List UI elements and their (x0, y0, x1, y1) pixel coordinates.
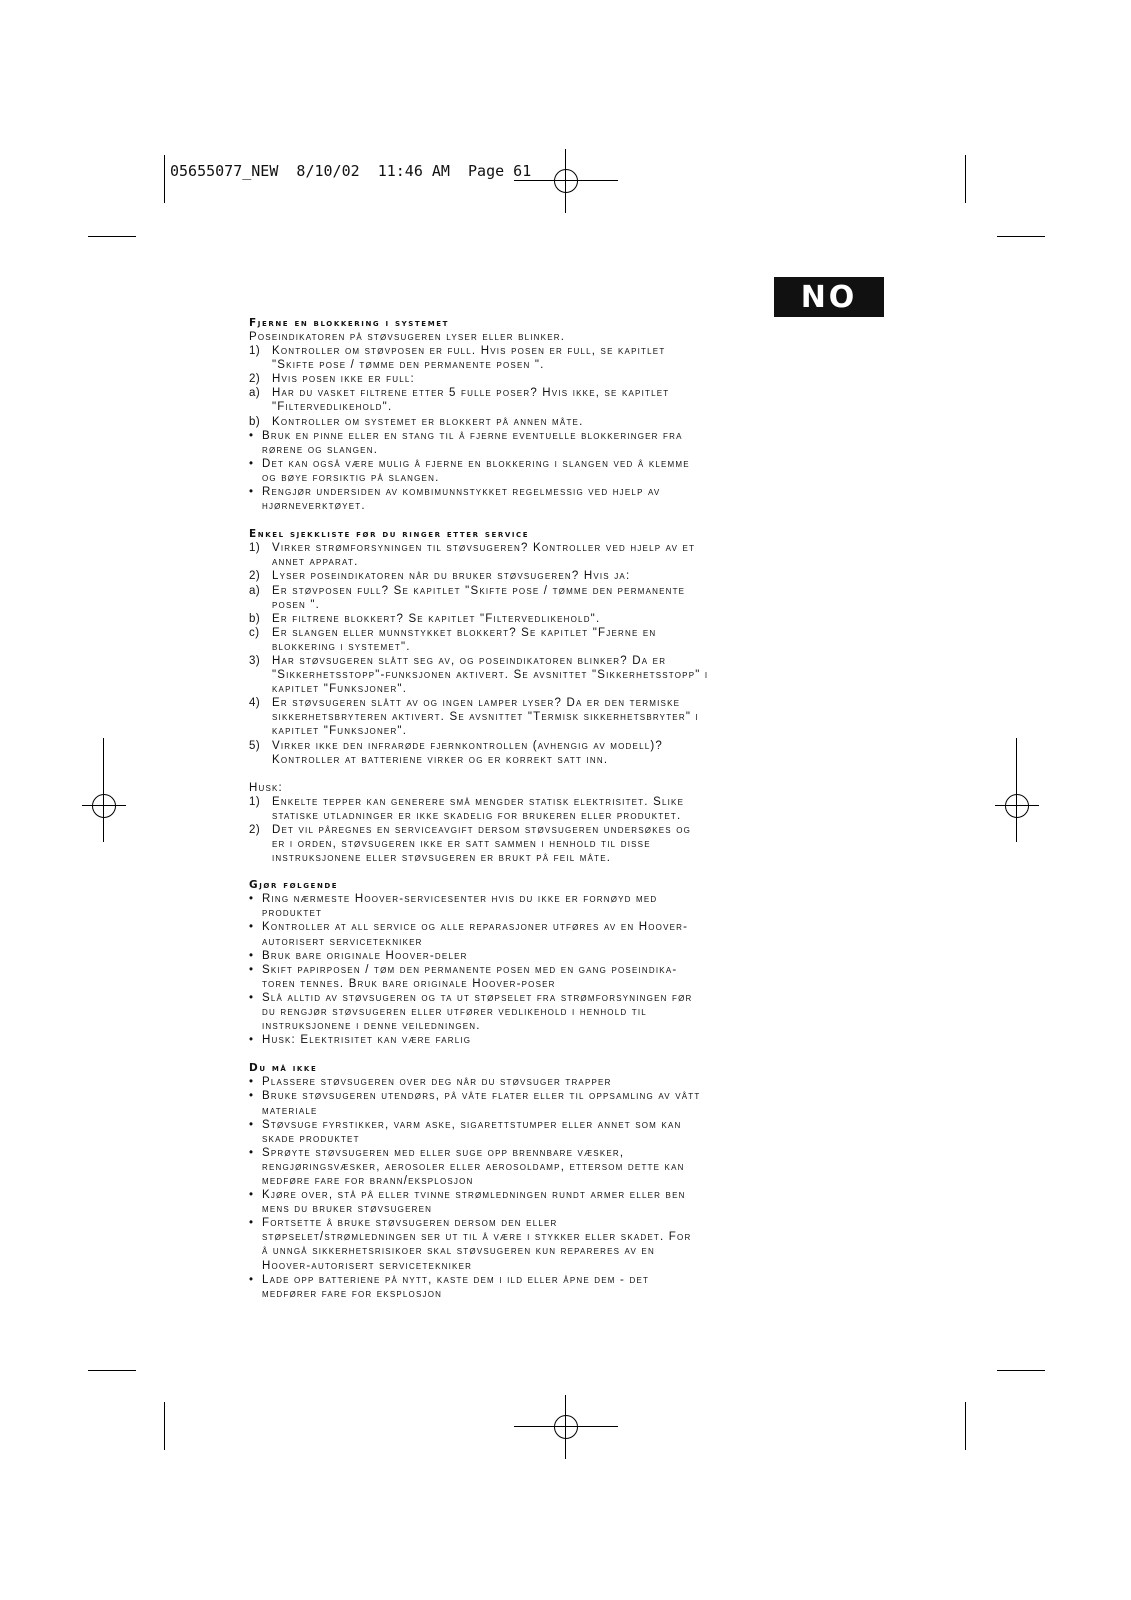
list-marker: 1) (249, 542, 261, 555)
list-marker: a) (249, 584, 261, 597)
list-item (249, 823, 889, 865)
bullet-marker: • (249, 1146, 254, 1159)
section-gap (249, 513, 889, 527)
section-heading: Fjerne en blokkering i systemet (249, 317, 450, 329)
text-line: instruksjonene i denne veiledningen. (262, 1020, 481, 1033)
text-line: "Skifte pose / tømme den permanente posen ". (272, 359, 545, 372)
section (249, 878, 889, 1047)
bullet-marker: • (249, 991, 254, 1004)
text-line: Skift papirposen / tøm den permanente posen med en gang poseindika- (262, 963, 678, 976)
list-item-text (272, 739, 663, 767)
list-marker: 2) (249, 570, 261, 583)
list-item-text (262, 1033, 471, 1047)
print-slug: 05655077_NEW 8/10/02 11:46 AM Page 61 (170, 162, 532, 180)
text-line: Hvis posen ikke er full: (272, 373, 415, 386)
text-line: Bruk bare originale Hoover-deler (262, 949, 468, 962)
list-item (249, 739, 889, 767)
list-item-text (262, 892, 657, 920)
text-line: Kontroller at batteriene virker og er korrekt satt inn. (272, 753, 609, 766)
list-item (249, 1033, 889, 1047)
list-item-text (262, 1089, 700, 1117)
list-item (249, 1273, 889, 1301)
list-item-text (262, 1216, 691, 1272)
crop-mark-top-left-horizontal (88, 236, 136, 237)
text-line: toren tennes. Bruk bare originale Hoover-poser (262, 977, 556, 990)
registration-mark-right (1001, 790, 1033, 822)
list-item (249, 429, 889, 457)
list-marker: b) (249, 415, 261, 428)
text-line: Kontroller om systemet er blokkert på annen måte. (272, 415, 584, 428)
section-heading: Du må ikke (249, 1062, 318, 1075)
text-line: og bøye forsiktig på slangen. (262, 471, 440, 484)
text-line: Det kan også være mulig å fjerne en blokkering i slangen ved å klemme (262, 457, 690, 470)
section-gap (249, 1047, 889, 1061)
list-item-text (272, 541, 695, 569)
text-line: Kontroller om støvposen er full. Hvis posen er full, se kapitlet (272, 345, 666, 358)
list-item-text (272, 626, 656, 654)
text-line: kapitlet "Funksjoner". (272, 683, 408, 696)
bullet-marker: • (249, 963, 254, 976)
list-item (249, 344, 889, 372)
text-line: Det vil påregnes en serviceavgift dersom støvsugeren undersøkes og (272, 824, 692, 836)
bullet-marker: • (249, 457, 254, 470)
bullet-marker: • (249, 1076, 254, 1089)
registration-mark-left (88, 790, 120, 822)
text-line: Hoover-autorisert servicetekniker (262, 1259, 473, 1272)
text-line: Plassere støvsugeren over deg når du støvsuger trapper (262, 1076, 612, 1089)
list-item (249, 626, 889, 654)
text-line: Støvsuge fyrstikker, varm aske, sigarettstumper eller annet som kan (262, 1118, 682, 1131)
text-line: "Sikkerhetsstopp"-funksjonen aktivert. Se avsnittet "Sikkerhetsstopp" i (272, 669, 709, 682)
text-line: støpselet/strømledningen ser ut til å være i stykker eller skadet. For (262, 1231, 692, 1244)
text-line: materiale (262, 1104, 318, 1117)
text-line: Er støvposen full? Se kapitlet "Skifte pose / tømme den permanente (272, 584, 686, 597)
bullet-marker: • (249, 429, 254, 442)
list-item-text (272, 795, 684, 823)
bullet-marker: • (249, 921, 254, 934)
document-body (249, 316, 889, 1301)
list-item-text (262, 1188, 686, 1216)
list-item (249, 696, 889, 738)
list-item-text (262, 920, 688, 948)
list-item (249, 612, 889, 626)
list-item-text (272, 415, 583, 429)
list-item (249, 1075, 889, 1089)
text-line: blokkering i systemet". (272, 640, 411, 653)
list-item (249, 1188, 889, 1216)
list-item (249, 654, 889, 696)
text-line: Virker ikke den infrarøde fjernkontrollen (avhengig av modell)? (272, 739, 663, 752)
list-item (249, 541, 889, 569)
text-line: statiske utladninger er ikke skadelig for brukeren eller produktet. (272, 809, 682, 822)
text-line: hjørneverktøyet. (262, 500, 366, 513)
bullet-marker: • (249, 1189, 254, 1202)
crop-mark-bottom-left-vertical (164, 1402, 165, 1450)
text-line: skade produktet (262, 1132, 360, 1145)
text-line: medfører fare for eksplosjon (262, 1287, 443, 1300)
text-line: sikkerhetsbryteren aktivert. Se avsnittet "Termisk sikkerhetsbryter" i (272, 711, 699, 724)
list-marker: 1) (249, 795, 261, 808)
list-item (249, 949, 889, 963)
list-marker: 2) (249, 373, 261, 386)
text-line: Kjøre over, stå på eller tvinne strømledningen rundt armer eller ben (262, 1189, 686, 1202)
list-marker: a) (249, 387, 261, 400)
section (249, 527, 889, 767)
list-item-text (262, 429, 683, 457)
text-line: Fortsette å bruke støvsugeren dersom den eller (262, 1217, 558, 1230)
bullet-marker: • (249, 893, 254, 906)
registration-mark-top (550, 165, 582, 197)
text-line: er i orden, støvsugeren ikke er satt sammen i henhold til disse (272, 838, 651, 851)
bullet-marker: • (249, 1090, 254, 1103)
text-line: instruksjonene eller støvsugeren er brukt på feil måte. (272, 852, 612, 865)
list-marker: 5) (249, 739, 261, 752)
section-gap (249, 865, 889, 878)
section-heading: Gjør følgende (249, 879, 339, 892)
list-item-text (272, 386, 669, 414)
crop-mark-bottom-right-vertical (965, 1402, 966, 1450)
text-line: produktet (262, 907, 323, 920)
crop-mark-top-right-horizontal (997, 236, 1045, 237)
list-item-text (272, 372, 415, 386)
list-item-text (272, 569, 630, 583)
list-item-text (272, 344, 665, 372)
text-line: å unngå sikkerhetsrisikoer skal støvsugeren kun repareres av en (262, 1245, 655, 1258)
intro-text: Poseindikatoren på støvsugeren lyser eller blinker. (249, 331, 566, 343)
list-item-text (272, 696, 699, 738)
list-item (249, 584, 889, 612)
list-item (249, 415, 889, 429)
text-line: Kontroller at all service og alle reparasjoner utføres av en Hoover- (262, 921, 689, 934)
text-line: Ring nærmeste Hoover-servicesenter hvis du ikke er fornøyd med (262, 893, 658, 906)
text-line: posen ". (272, 598, 321, 611)
crop-mark-top-left-vertical (164, 155, 165, 203)
text-line: Rengjør undersiden av kombimunnstykket regelmessig ved hjelp av (262, 486, 661, 499)
list-item (249, 386, 889, 414)
text-line: Virker strømforsyningen til støvsugeren? Kontroller ved hjelp av et (272, 542, 696, 555)
language-badge: NO (774, 277, 884, 317)
text-line: Er filtrene blokkert? Se kapitlet "Filtervedlikehold". (272, 612, 601, 625)
list-item (249, 963, 889, 991)
text-line: Har du vasket filtrene etter 5 fulle poser? Hvis ikke, se kapitlet (272, 387, 670, 400)
text-line: rørene og slangen. (262, 443, 379, 456)
list-marker: 1) (249, 345, 261, 358)
text-line: Sprøyte støvsugeren med eller suge opp brennbare væsker, (262, 1146, 625, 1159)
list-item (249, 991, 889, 1033)
list-item-text (262, 1075, 612, 1089)
text-line: Er støvsugeren slått av og ingen lamper lyser? Da er den termiske (272, 697, 681, 710)
list-item (249, 457, 889, 485)
list-item-text (262, 991, 692, 1033)
list-item-text (262, 1118, 681, 1146)
list-item-text (262, 949, 468, 963)
list-item (249, 372, 889, 386)
list-item (249, 795, 889, 823)
text-line: Enkelte tepper kan generere små mengder statisk elektrisitet. Slike (272, 795, 685, 808)
text-line: Har støvsugeren slått seg av, og poseindikatoren blinker? Da er (272, 654, 667, 667)
list-item (249, 1216, 889, 1272)
text-line: "Filtervedlikehold". (272, 401, 393, 414)
text-line: rengjøringsvæsker, aerosoler eller aerosoldamp, ettersom dette kan (262, 1160, 685, 1173)
list-item (249, 1118, 889, 1146)
list-item-text (262, 457, 690, 485)
text-line: autorisert servicetekniker (262, 935, 423, 948)
bullet-marker: • (249, 1217, 254, 1230)
list-item-text (262, 485, 660, 513)
bullet-marker: • (249, 1118, 254, 1131)
list-item-text (272, 584, 685, 612)
section (249, 316, 889, 513)
list-marker: 2) (249, 824, 261, 836)
list-marker: c) (249, 626, 260, 639)
text-line: medføre fare for brann/eksplosjon (262, 1174, 474, 1187)
bullet-marker: • (249, 949, 254, 962)
list-item (249, 1146, 889, 1188)
list-item (249, 920, 889, 948)
text-line: Husk: Elektrisitet kan være farlig (262, 1034, 472, 1047)
list-marker: 3) (249, 654, 261, 667)
list-item (249, 892, 889, 920)
list-marker: b) (249, 612, 261, 625)
bullet-marker: • (249, 1034, 254, 1047)
text-line: Slå alltid av støvsugeren og ta ut støpselet fra strømforsyningen før (262, 991, 693, 1004)
text-line: du rengjør støvsugeren eller utfører vedlikehold i henhold til (262, 1006, 647, 1019)
list-marker: 4) (249, 697, 261, 710)
crop-mark-bottom-left-horizontal (88, 1370, 136, 1371)
crop-mark-top-right-vertical (965, 155, 966, 203)
text-line: Er slangen eller munnstykket blokkert? Se kapitlet "Fjerne en (272, 626, 657, 639)
bullet-marker: • (249, 486, 254, 499)
list-item-text (262, 963, 677, 991)
list-item-text (272, 654, 708, 696)
text-line: Bruk en pinne eller en stang til å fjerne eventuelle blokkeringer fra (262, 429, 683, 442)
text-line: kapitlet "Funksjoner". (272, 725, 408, 738)
list-item (249, 569, 889, 583)
text-line: Bruke støvsugeren utendørs, på våte flater eller til oppsamling av vått (262, 1090, 701, 1103)
list-item-text (262, 1146, 685, 1188)
section (249, 781, 889, 866)
section-gap (249, 767, 889, 781)
text-line: mens du bruker støvsugeren (262, 1203, 433, 1216)
list-item-text (272, 823, 691, 865)
text-line: annet apparat. (272, 556, 359, 569)
registration-mark-bottom (550, 1411, 582, 1443)
text-line: Lade opp batteriene på nytt, kaste dem i ild eller åpne dem - det (262, 1273, 650, 1286)
list-item (249, 485, 889, 513)
list-item-text (262, 1273, 649, 1301)
text-line: Lyser poseindikatoren når du bruker støvsugeren? Hvis ja: (272, 570, 631, 583)
section (249, 1061, 889, 1301)
list-item-text (272, 612, 600, 626)
intro-text: Husk: (249, 781, 283, 794)
bullet-marker: • (249, 1273, 254, 1286)
list-item (249, 1089, 889, 1117)
crop-mark-bottom-right-horizontal (997, 1370, 1045, 1371)
section-heading: Enkel sjekkliste før du ringer etter service (249, 528, 530, 541)
